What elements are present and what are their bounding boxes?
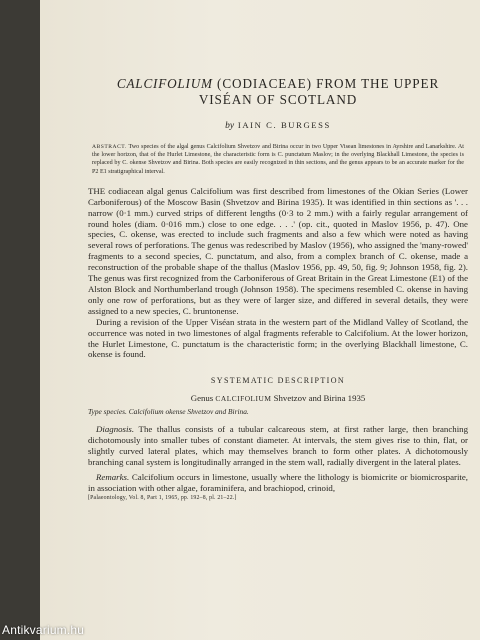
article-content <box>88 76 468 501</box>
type-species: Type species. Calcifolium okense Shvetzov and Birina. <box>88 407 249 417</box>
watermark: Antikvarium.hu <box>2 623 85 637</box>
description <box>88 424 468 493</box>
diagnosis-label: Diagnosis. <box>96 424 135 435</box>
journal-page <box>40 0 480 640</box>
section-heading: SYSTEMATIC DESCRIPTION <box>210 376 346 386</box>
intro-text-1: Calcifolium was first described from limestones of the Okian Series (Lower Carboniferous) of the Moscow Basin (Shvetzov and Birina 1935). It was identified in thin sections as '. . . narrow (0·1 mm.) curved strips of different lengths (0·3 to 2 mm.) with a fairly regular arrangement of round holes (diam. 0·016 mm.) close to one edge. . . .' (op. cit., quoted in Maslov 1956, p. 47). One species, C. okense, was erected to include such fragments and also a few which were noted as having several rows of perforations. The genus was redescribed by Maslov (1956), who assigned the 'many-rowed' fragments to a second species, C. punctatum, and also, from a complex branch of C. okense, made a reconstruction of the probable shape of the thallus (Maslov 1956, pp. 49, 50, fig. 9; Johnson 1958, fig. 2). The genus was first recognized from the Carboniferous of Great Britain in the Great Limestone (E1) of the Alston Block and Northumberland trough (Johnson 1958). The specimens resembled C. okense in having only one row of perforations, but as they were of larger size, and differed in several details, they were assigned to a new species, C. bruntonense. <box>88 185 468 316</box>
intro-paragraph-2: During a revision of the Upper Viséan strata in the western part of the Midland Valley of Scotland, the occurrence was noted in two limestones of algal fragments referable to Calcifolium. At the lower horizon, the Hurlet Limestone, C. punctatum is the characteristic form; in the overlying Blackhall limestone, C. okense is found. <box>88 316 468 360</box>
genus-authority: Shvetzov and Birina 1935 <box>273 393 366 404</box>
remarks-text: Calcifolium occurs in limestone, usually where the lithology is biomicrite or biomicrosparite, in association with other algae, foraminifera, and brachiopod, crinoid, <box>88 471 468 493</box>
diagnosis-text: The thallus consists of a tubular calcareous stem, at first rather large, then branching dichotomously into smaller tubes of constant diameter. At intervals, the stem gives rise to thin, flat, or slightly curved lateral plates, which may themselves branch to form other plates. A dichotomously branching canal system is longitudinally arranged in the stem wall, radially divergent in the lateral plates. <box>88 424 468 468</box>
genus-name: CALCIFOLIUM <box>215 394 272 404</box>
genus-prefix: Genus <box>190 393 214 404</box>
introduction <box>88 186 468 361</box>
remarks-paragraph <box>88 472 468 494</box>
abstract <box>92 143 464 176</box>
genus-heading <box>88 393 468 403</box>
intro-lead: THE codiacean algal genus <box>88 185 188 196</box>
diagnosis-paragraph <box>88 424 468 468</box>
byline-by: by <box>225 121 235 131</box>
title-genus: CALCIFOLIUM <box>116 76 213 91</box>
title-rest: (CODIACEAE) FROM THE UPPER <box>212 76 440 91</box>
intro-paragraph-1 <box>88 186 468 317</box>
author-name: IAIN C. BURGESS <box>237 120 331 130</box>
byline <box>88 120 468 131</box>
journal-citation: [Palaeontology, Vol. 8, Part 1, 1965, pp. 192–8, pl. 21–22.] <box>88 494 237 501</box>
article-title <box>88 76 468 108</box>
remarks-label: Remarks. <box>96 471 130 482</box>
abstract-text: Two species of the algal genus Calcifolium Shvetzov and Birina occur in two Upper Visean limestones in Ayrshire and Lanarkshire. At the lower horizon, that of the Hurlet Limestone, the characteristic form is C. punctatum Maslov; in the overlying Blackhall Limestone, the species is replaced by C. okense Shvetzov and Birina. Both species are easily recognized in thin sections, and the genus appears to be an accurate marker for the P2 E1 stratigraphical interval. <box>92 144 464 175</box>
abstract-label: ABSTRACT. <box>92 144 127 150</box>
title-line2: VISÉAN OF SCOTLAND <box>198 92 358 107</box>
